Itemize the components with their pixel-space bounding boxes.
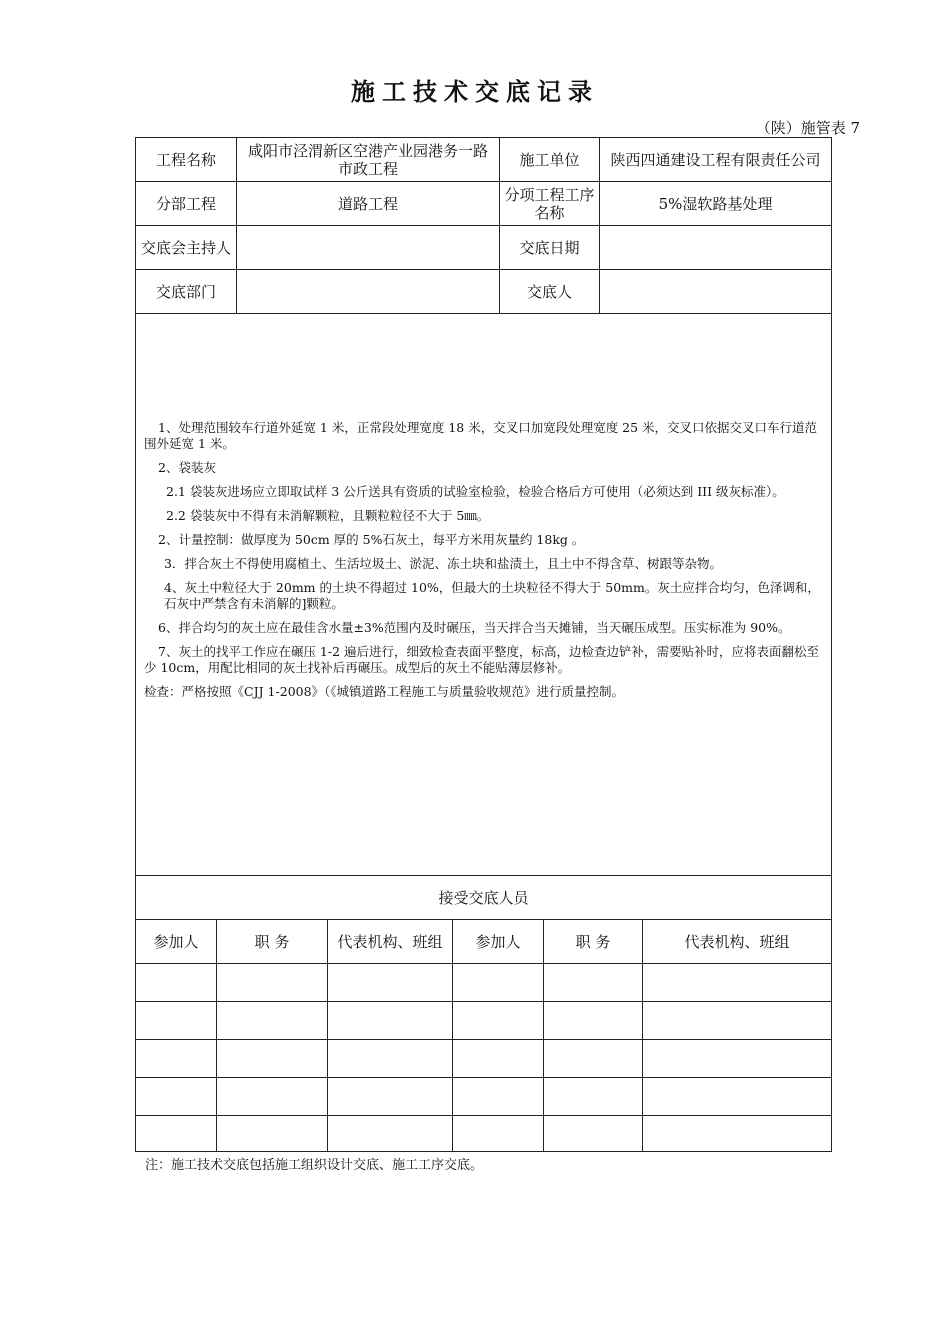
blank-cell[interactable] xyxy=(643,964,832,1002)
footnote: 注：施工技术交底包括施工组织设计交底、施工工序交底。 xyxy=(145,1158,484,1173)
blank-cell[interactable] xyxy=(453,1040,544,1078)
department-label: 交底部门 xyxy=(136,270,237,314)
form-code: （陕）施管表 7 xyxy=(755,119,860,137)
division-label: 分部工程 xyxy=(136,182,237,226)
blank-cell[interactable] xyxy=(328,1078,453,1116)
blank-cell[interactable] xyxy=(217,1040,328,1078)
col-org-left: 代表机构、班组 xyxy=(328,920,453,964)
receiver-row xyxy=(136,1002,832,1040)
date-label: 交底日期 xyxy=(500,226,600,270)
subitem-label: 分项工程工序名称 xyxy=(500,182,600,226)
document-title: 施工技术交底记录 xyxy=(351,78,599,106)
discloser-value[interactable] xyxy=(600,270,832,314)
disclosure-form-table xyxy=(135,137,832,1152)
blank-cell[interactable] xyxy=(453,1116,544,1152)
col-position-right: 职 务 xyxy=(544,920,643,964)
blank-cell[interactable] xyxy=(136,1078,217,1116)
blank-cell[interactable] xyxy=(328,1002,453,1040)
blank-cell[interactable] xyxy=(643,1040,832,1078)
date-value[interactable] xyxy=(600,226,832,270)
division-value[interactable]: 道路工程 xyxy=(237,182,500,226)
content-paragraph: 2.2 袋装灰中不得有未消解颗粒，且颗粒粒径不大于 5㎜。 xyxy=(166,508,490,523)
content-paragraph: 2、计量控制：做厚度为 50cm 厚的 5%石灰土，每平方米用灰量约 18kg 。 xyxy=(158,532,585,547)
blank-cell[interactable] xyxy=(328,1040,453,1078)
blank-cell[interactable] xyxy=(643,1078,832,1116)
col-participant-left: 参加人 xyxy=(136,920,217,964)
receiver-row xyxy=(136,964,832,1002)
host-label: 交底会主持人 xyxy=(136,226,237,270)
content-paragraph: 2.1 袋装灰进场应立即取试样 3 公斤送具有资质的试验室检验，检验合格后方可使用（必须达到 III 级灰标准）。 xyxy=(166,484,785,499)
blank-cell[interactable] xyxy=(136,1002,217,1040)
col-participant-right: 参加人 xyxy=(453,920,544,964)
blank-cell[interactable] xyxy=(217,1078,328,1116)
blank-cell[interactable] xyxy=(643,1002,832,1040)
blank-cell[interactable] xyxy=(136,1116,217,1152)
blank-cell[interactable] xyxy=(136,964,217,1002)
blank-cell[interactable] xyxy=(544,1116,643,1152)
content-paragraph: 7、灰土的找平工作应在碾压 1-2 遍后进行，细致检查表面平整度，标高，边检查边铲补，需要贴补时，应将表面翻松至少 10cm，用配比相同的灰土找补后再碾压。成型后的灰土不能贴薄层修补。 xyxy=(144,644,820,675)
blank-cell[interactable] xyxy=(217,1116,328,1152)
receiver-row xyxy=(136,1040,832,1078)
receivers-section-title: 接受交底人员 xyxy=(136,876,832,920)
blank-cell[interactable] xyxy=(643,1116,832,1152)
blank-cell[interactable] xyxy=(217,964,328,1002)
content-paragraph: 检查：严格按照《CJJ 1-2008》（《城镇道路工程施工与质量验收规范》进行质量控制。 xyxy=(144,684,625,699)
blank-cell[interactable] xyxy=(544,964,643,1002)
content-paragraph: 3．拌合灰土不得使用腐植土、生活垃圾土、淤泥、冻土块和盐渍土，且土中不得含草、树跟等杂物。 xyxy=(164,556,722,571)
host-value[interactable] xyxy=(237,226,500,270)
blank-cell[interactable] xyxy=(328,964,453,1002)
content-paragraph: 2、袋装灰 xyxy=(158,460,216,475)
blank-cell[interactable] xyxy=(217,1002,328,1040)
content-paragraph: 1、处理范围较车行道外延宽 1 米，正常段处理宽度 18 米，交叉口加宽段处理宽度 25 米，交叉口依据交叉口车行道范围外延宽 1 米。 xyxy=(144,420,818,451)
content-paragraph: 4、灰土中粒径大于 20mm 的土块不得超过 10%，但最大的土块粒径不得大于 50mm。灰土应拌合均匀，色泽调和，石灰中严禁含有未消解的]颗粒。 xyxy=(164,580,820,611)
disclosure-content-cell[interactable] xyxy=(136,314,832,876)
project-name-value[interactable]: 咸阳市泾渭新区空港产业园港务一路市政工程 xyxy=(237,138,500,182)
col-position-left: 职 务 xyxy=(217,920,328,964)
col-org-right: 代表机构、班组 xyxy=(643,920,832,964)
blank-cell[interactable] xyxy=(544,1002,643,1040)
blank-cell[interactable] xyxy=(544,1040,643,1078)
subitem-value[interactable]: 5%湿软路基处理 xyxy=(600,182,832,226)
construction-unit-value[interactable]: 陕西四通建设工程有限责任公司 xyxy=(600,138,832,182)
department-value[interactable] xyxy=(237,270,500,314)
receiver-row xyxy=(136,1116,832,1152)
content-paragraph: 6、拌合均匀的灰土应在最佳含水量±3%范围内及时碾压，当天拌合当天摊铺，当天碾压成型。压实标准为 90%。 xyxy=(158,620,791,635)
disclosure-content xyxy=(144,314,823,700)
blank-cell[interactable] xyxy=(453,964,544,1002)
receiver-row xyxy=(136,1078,832,1116)
construction-unit-label: 施工单位 xyxy=(500,138,600,182)
blank-cell[interactable] xyxy=(136,1040,217,1078)
blank-cell[interactable] xyxy=(453,1078,544,1116)
blank-cell[interactable] xyxy=(544,1078,643,1116)
discloser-label: 交底人 xyxy=(500,270,600,314)
blank-cell[interactable] xyxy=(328,1116,453,1152)
project-name-label: 工程名称 xyxy=(136,138,237,182)
blank-cell[interactable] xyxy=(453,1002,544,1040)
